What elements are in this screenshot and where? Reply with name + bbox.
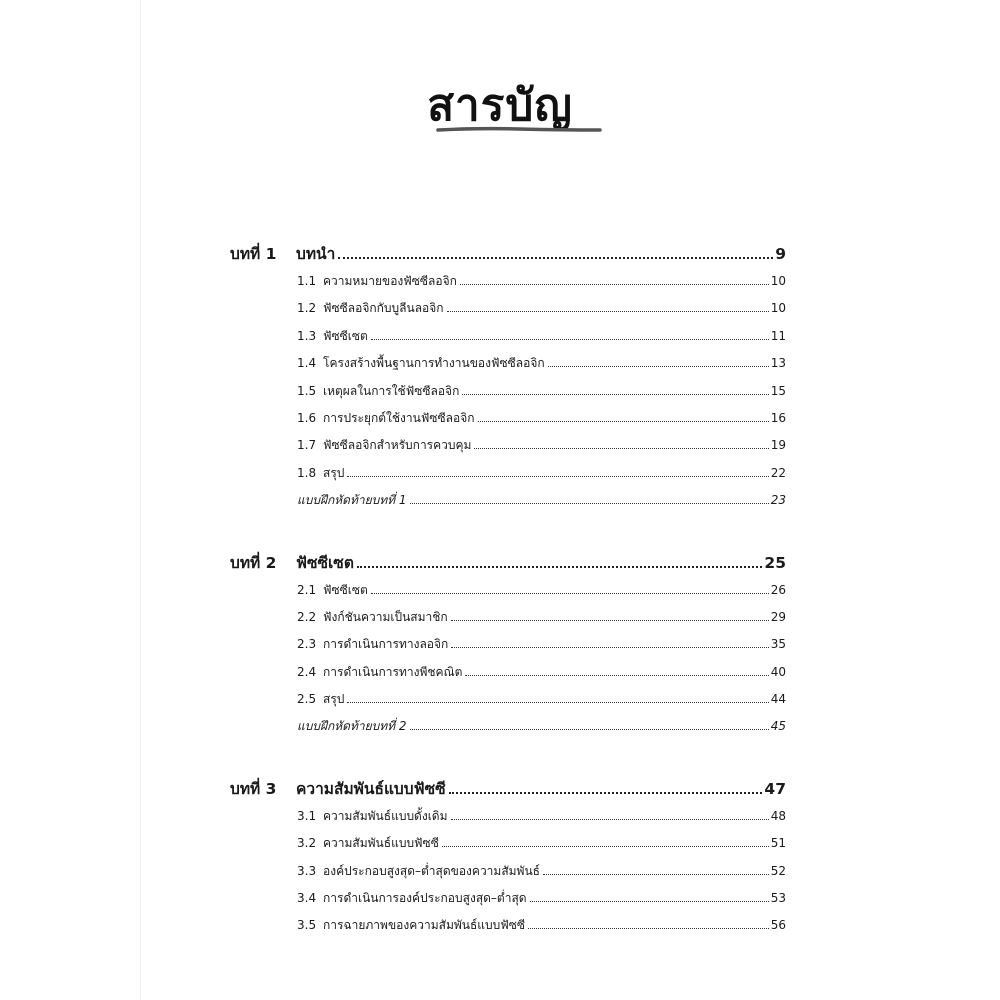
- chapter-label: บทที่ 2: [230, 553, 277, 572]
- section-title: องค์ประกอบสูงสุด–ต่ำสุดของความสัมพันธ์: [323, 863, 540, 878]
- dot-leader: [338, 256, 773, 259]
- chapter-page: 47: [764, 779, 786, 798]
- chapter-1-row[interactable]: [230, 240, 786, 268]
- section-number: 2.2: [297, 609, 317, 624]
- chapter-page: 25: [764, 553, 786, 572]
- toc-entry[interactable]: [297, 323, 786, 350]
- section-title: ฟังก์ชันความเป็นสมาชิก: [323, 609, 448, 624]
- section-page: 29: [770, 609, 786, 624]
- toc-entry[interactable]: [297, 378, 786, 405]
- section-title: ความหมายของฟัซซีลอจิก: [323, 274, 457, 288]
- exercise-entry[interactable]: [297, 487, 786, 514]
- section-number: 1.2: [297, 301, 317, 316]
- section-number: 3.5: [297, 918, 317, 933]
- section-number: 3.4: [297, 891, 317, 906]
- section-number: 2.4: [297, 664, 317, 679]
- section-title: ความสัมพันธ์แบบฟัซซี: [323, 836, 439, 851]
- dot-leader: [528, 927, 769, 929]
- dot-leader: [347, 701, 768, 703]
- section-title: การดำเนินการทางพีชคณิต: [323, 664, 463, 679]
- toc-entry[interactable]: [297, 350, 786, 377]
- section-page: 15: [770, 383, 786, 398]
- chapter-3-row[interactable]: [230, 775, 786, 803]
- toc-entry[interactable]: [297, 405, 786, 432]
- toc-entry[interactable]: [297, 858, 786, 885]
- section-number: 1.7: [297, 438, 317, 453]
- section-page: 35: [770, 637, 786, 652]
- section-page: 53: [770, 891, 786, 906]
- section-title: ฟัซซีลอจิกกับบูลีนลอจิก: [323, 301, 444, 316]
- section-page: 56: [770, 918, 786, 933]
- toc-entry[interactable]: [297, 577, 786, 604]
- toc-entry[interactable]: [297, 686, 786, 713]
- section-number: 2.3: [297, 637, 317, 652]
- section-number: 3.1: [297, 808, 317, 823]
- chapter-page: 9: [775, 245, 786, 263]
- dot-leader: [347, 475, 768, 477]
- section-page: 11: [770, 328, 786, 343]
- chapter-title: ความสัมพันธ์แบบฟัซซี: [296, 779, 446, 798]
- section-page: 26: [770, 582, 786, 597]
- chapter-title: ฟัซซีเซต: [296, 553, 354, 572]
- section-page: 22: [770, 465, 786, 480]
- section-page: 44: [770, 692, 786, 707]
- exercise-entry[interactable]: [297, 713, 786, 740]
- table-of-contents: [230, 240, 786, 940]
- toc-entry[interactable]: [297, 912, 786, 939]
- section-number: 1.1: [297, 274, 317, 288]
- toc-entry[interactable]: [297, 830, 786, 857]
- section-number: 1.8: [297, 465, 317, 480]
- section-page: 40: [770, 664, 786, 679]
- section-page: 51: [770, 836, 786, 851]
- section-page: 52: [770, 863, 786, 878]
- dot-leader: [465, 674, 768, 676]
- exercise-title: แบบฝึกหัดท้ายบทที่ 2: [297, 719, 407, 734]
- chapter-title: บทนำ: [296, 245, 336, 263]
- section-title: การฉายภาพของความสัมพันธ์แบบฟัซซี: [323, 918, 526, 933]
- section-page: 48: [770, 808, 786, 823]
- chapter-label: บทที่ 3: [230, 779, 277, 798]
- page-edge-line: [140, 0, 141, 1000]
- title-underline: [436, 126, 602, 133]
- dot-leader: [451, 818, 769, 820]
- section-page: 16: [770, 410, 786, 425]
- dot-leader: [410, 502, 769, 504]
- dot-leader: [449, 791, 763, 794]
- section-title: โครงสร้างพื้นฐานการทำงานของฟัซซีลอจิก: [323, 356, 545, 371]
- dot-leader: [442, 845, 769, 847]
- dot-leader: [548, 365, 769, 367]
- section-number: 3.2: [297, 836, 317, 851]
- section-title: สรุป: [323, 692, 345, 707]
- section-title: ฟัซซีเซต: [323, 582, 368, 597]
- chapter-label: บทที่ 1: [230, 245, 277, 263]
- dot-leader: [451, 619, 769, 621]
- dot-leader: [478, 420, 769, 422]
- section-number: 2.1: [297, 582, 317, 597]
- section-number: 1.3: [297, 328, 317, 343]
- section-number: 3.3: [297, 863, 317, 878]
- chapter-2-row[interactable]: [230, 549, 786, 577]
- section-title: การประยุกต์ใช้งานฟัซซีลอจิก: [323, 410, 475, 425]
- toc-entry[interactable]: [297, 295, 786, 322]
- dot-leader: [447, 310, 769, 312]
- exercise-page: 45: [770, 719, 786, 734]
- toc-entry[interactable]: [297, 659, 786, 686]
- section-title: ฟัซซีเซต: [323, 328, 368, 343]
- page-title: สารบัญ: [427, 80, 573, 131]
- section-title: ฟัซซีลอจิกสำหรับการควบคุม: [323, 438, 472, 453]
- section-number: 1.4: [297, 356, 317, 371]
- dot-leader: [530, 900, 769, 902]
- section-page: 10: [770, 301, 786, 316]
- exercise-title: แบบฝึกหัดท้ายบทที่ 1: [297, 493, 407, 508]
- dot-leader: [474, 447, 768, 449]
- dot-leader: [543, 873, 769, 875]
- section-page: 19: [770, 438, 786, 453]
- section-title: สรุป: [323, 465, 345, 480]
- dot-leader: [410, 728, 769, 730]
- section-page: 10: [770, 274, 786, 288]
- exercise-page: 23: [770, 493, 786, 508]
- toc-entry[interactable]: [297, 803, 786, 830]
- toc-entry[interactable]: [297, 268, 786, 295]
- dot-leader: [460, 283, 769, 285]
- dot-leader: [462, 393, 768, 395]
- toc-entry[interactable]: [297, 460, 786, 487]
- toc-entry[interactable]: [297, 885, 786, 912]
- section-number: 2.5: [297, 692, 317, 707]
- section-title: การดำเนินการองค์ประกอบสูงสุด–ต่ำสุด: [323, 891, 527, 906]
- toc-entry[interactable]: [297, 432, 786, 459]
- section-title: ความสัมพันธ์แบบดั้งเดิม: [323, 808, 448, 823]
- section-title: การดำเนินการทางลอจิก: [323, 637, 449, 652]
- toc-entry[interactable]: [297, 631, 786, 658]
- dot-leader: [371, 338, 769, 340]
- toc-entry[interactable]: [297, 604, 786, 631]
- section-number: 1.5: [297, 383, 317, 398]
- dot-leader: [371, 592, 769, 594]
- dot-leader: [451, 646, 768, 648]
- section-number: 1.6: [297, 410, 317, 425]
- dot-leader: [357, 565, 763, 568]
- section-title: เหตุผลในการใช้ฟัซซีลอจิก: [323, 383, 460, 398]
- section-page: 13: [770, 356, 786, 371]
